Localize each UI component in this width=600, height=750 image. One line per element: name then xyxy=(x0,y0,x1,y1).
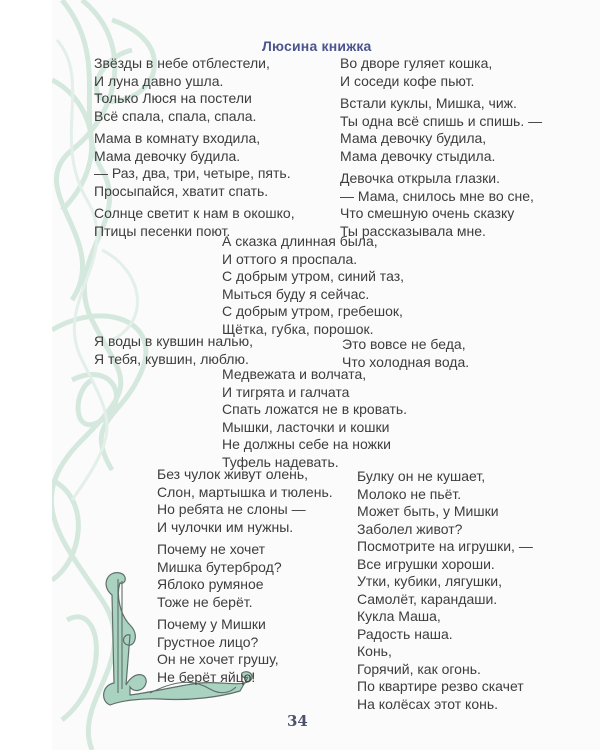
poem-line: Я воды в кувшин налью, xyxy=(94,333,253,349)
poem-line: Не должны себе на ножки xyxy=(222,436,391,452)
poem-line: Ты одна всё спишь и спишь. — xyxy=(340,112,543,129)
poem-line: И соседи кофе пьют. xyxy=(340,72,475,89)
stanza xyxy=(94,130,295,200)
stanza xyxy=(340,95,542,165)
poem-line: На колёсах этот конь. xyxy=(357,695,499,712)
poem-line: Конь, xyxy=(357,643,392,659)
poem-line: Встали куклы, Мишка, чиж. xyxy=(340,95,517,111)
poem-line: Грустное лицо? xyxy=(157,633,259,650)
poem-right-bottom xyxy=(357,468,533,713)
poem-line: Ты рассказывала мне. xyxy=(340,222,486,239)
poem-line: Тоже не берёт. xyxy=(157,593,253,610)
poem-right-top xyxy=(340,55,542,240)
page-title: Люсина книжка xyxy=(262,38,372,54)
stanza xyxy=(157,541,333,611)
poem-center-2 xyxy=(222,366,407,471)
poem-line: Это вовсе не беда, xyxy=(342,336,466,352)
poem-line: Во дворе гуляет кошка, xyxy=(340,55,493,71)
poem-line: Кукла Маша, xyxy=(357,608,441,624)
poem-line: Заболел живот? xyxy=(357,520,463,537)
poem-line: Птицы песенки поют. xyxy=(94,222,231,239)
poem-line: Булку он не кушает, xyxy=(357,468,486,484)
poem-line: Мыться буду я сейчас. xyxy=(222,285,370,302)
page-number: 34 xyxy=(287,712,308,730)
poem-line: Мама девочку будила, xyxy=(340,130,487,146)
poem-line: Медвежата и волчата, xyxy=(222,366,367,382)
poem-line: Спать ложатся не в кровать. xyxy=(222,401,408,417)
poem-center-1 xyxy=(222,233,404,338)
poem-line: Почему не хочет xyxy=(157,541,266,557)
poem-line: Девочка открыла глазки. xyxy=(340,170,500,186)
poem-line: Туфель надевать. xyxy=(222,453,339,470)
stanza xyxy=(340,55,542,90)
stanza xyxy=(157,616,333,686)
poem-line: Посмотрите на игрушки, — xyxy=(357,538,533,554)
poem-line: Щётка, губка, порошок. xyxy=(222,320,374,337)
poem-line: Мама девочку будила. xyxy=(94,147,241,164)
poem-line: Звёзды в небе отблестели, xyxy=(94,55,270,71)
poem-line: Мышки, ласточки и кошки xyxy=(222,418,390,435)
poem-line: И луна давно ушла. xyxy=(94,72,224,89)
poem-line: И чулочки им нужны. xyxy=(157,518,294,535)
poem-line: Я тебя, кувшин, люблю. xyxy=(94,350,249,367)
stanza xyxy=(340,170,542,240)
poem-line: А сказка длинная была, xyxy=(222,233,378,249)
poem-line: С добрым утром, гребешок, xyxy=(222,303,403,319)
poem-line: Молоко не пьёт. xyxy=(357,485,462,502)
poem-line: Что холодная вода. xyxy=(342,353,470,370)
poem-line: Горячий, как огонь. xyxy=(357,660,481,677)
poem-line: Просыпайся, хватит спать. xyxy=(94,182,269,199)
poem-line: Самолёт, карандаши. xyxy=(357,590,498,607)
stanza xyxy=(94,55,295,125)
poem-line: Может быть, у Мишки xyxy=(357,503,499,519)
poem-line: Утки, кубики, лягушки, xyxy=(357,573,502,589)
poem-line: Слон, мартышка и тюлень. xyxy=(157,483,333,500)
poem-line: Не берёт яйцо! xyxy=(157,668,256,685)
poem-line: Мишка бутерброд? xyxy=(157,558,282,575)
poem-line: Всё спала, спала, спала. xyxy=(94,107,257,124)
poem-line: — Мама, снилось мне во сне, xyxy=(340,187,534,204)
poem-line: Что смешную очень сказку xyxy=(340,205,515,221)
poem-line: Без чулок живут олень, xyxy=(157,466,309,482)
poem-line: Радость наша. xyxy=(357,625,453,642)
poem-line: Яблоко румяное xyxy=(157,576,264,592)
poem-line: Солнце светит к нам в окошко, xyxy=(94,205,295,221)
poem-line: И тигрята и галчата xyxy=(222,383,350,400)
poem-line: С добрым утром, синий таз, xyxy=(222,268,404,284)
poem-line: И оттого я проспала. xyxy=(222,250,358,267)
poem-left-mid xyxy=(94,333,253,368)
poem-line: По квартире резво скачет xyxy=(357,678,524,694)
poem-left-bottom xyxy=(157,466,333,686)
stanza xyxy=(157,466,333,536)
poem-line: Он не хочет грушу, xyxy=(157,651,279,667)
poem-line: Мама девочку стыдила. xyxy=(340,147,496,164)
poem-line: Но ребята не слоны — xyxy=(157,501,306,517)
poem-line: Все игрушки хороши. xyxy=(357,555,495,572)
poem-line: — Раз, два, три, четыре, пять. xyxy=(94,165,291,181)
poem-line: Только Люся на постели xyxy=(94,90,252,106)
poem-line: Мама в комнату входила, xyxy=(94,130,261,146)
poem-line: Почему у Мишки xyxy=(157,616,266,632)
poem-left-top xyxy=(94,55,295,240)
